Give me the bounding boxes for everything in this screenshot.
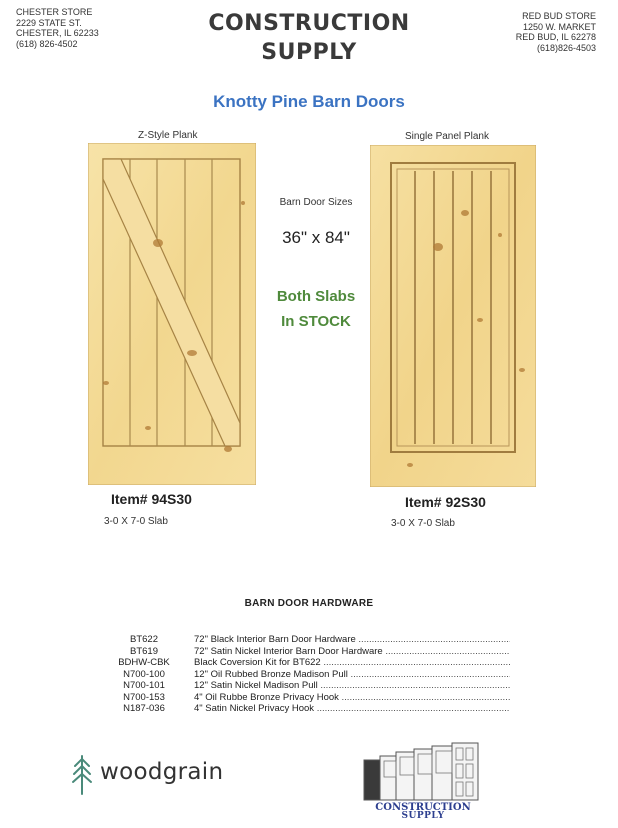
tree-icon [70,754,94,796]
list-item [100,692,510,704]
construction-supply-logo [352,742,494,820]
stock-line-2: In STOCK [281,313,351,330]
item-number: Item# 92S30 [405,494,486,510]
hardware-section-title: BARN DOOR HARDWARE [244,598,374,609]
item-number: Item# 94S30 [111,491,192,507]
stock-line-1: Both Slabs [276,288,356,305]
title-line-1: CONSTRUCTION [208,11,410,36]
logo-text-construction: CONSTRUCTION [375,802,471,813]
store-street: 2229 STATE ST. [16,17,82,28]
woodgrain-wordmark: woodgrain [100,759,224,785]
in-stock-notice [255,284,377,334]
slab-size: 3-0 X 7-0 Slab [104,516,168,527]
store-city: RED BUD, IL 62278 [515,32,596,42]
store-street: 1250 W. MARKET [522,21,596,32]
door-size: 36" x 84" [282,228,350,247]
door-style-label: Single Panel Plank [405,131,489,142]
store-city: CHESTER, IL 62233 [16,28,99,38]
hardware-description: Black Coversion Kit for BT622 ..... [188,657,510,669]
hardware-list [100,634,510,715]
list-item [100,657,510,669]
door-style-label: Z-Style Plank [138,130,198,141]
woodgrain-logo [70,752,230,798]
hardware-description: 4" Oil Rubbe Bronze Privacy Hook ..... [188,692,510,704]
hardware-description: 72" Satin Nickel Interior Barn Door Hardware ..... [188,646,510,658]
z-style-door-image [88,143,256,485]
logo-text-supply: SUPPLY [401,811,445,821]
hardware-code: BT619 [130,645,158,657]
hardware-description: 4" Satin Nickel Privacy Hook ..... [188,703,510,715]
page-title [0,9,618,67]
slab-size: 3-0 X 7-0 Slab [391,518,455,529]
doors-icon [362,742,486,802]
hardware-description: 12" Oil Rubbed Bronze Madison Pull ..... [188,669,510,681]
single-panel-door-image [370,145,536,487]
hardware-code: N187-036 [123,703,165,714]
hardware-code: N700-101 [123,680,165,691]
list-item [100,703,510,715]
list-item [100,634,510,646]
hardware-description: 72" Black Interior Barn Door Hardware ..... [188,634,510,646]
title-line-2: SUPPLY [261,40,357,65]
store-name: RED BUD STORE [522,11,596,21]
store-name: CHESTER STORE [16,7,93,17]
page-subtitle: Knotty Pine Barn Doors [213,92,405,111]
store-phone: (618)826-4503 [536,42,596,53]
barn-door-sizes-label: Barn Door Sizes [279,197,353,208]
store-phone: (618) 826-4502 [16,38,78,49]
hardware-code: BDHW-CBK [118,657,170,668]
hardware-code: BT622 [130,634,158,645]
list-item [100,669,510,681]
hardware-code: N700-153 [123,691,165,703]
hardware-description: 12" Satin Nickel Madison Pull ..... [188,680,510,692]
hardware-code: N700-100 [123,668,165,680]
list-item [100,680,510,692]
list-item [100,646,510,658]
